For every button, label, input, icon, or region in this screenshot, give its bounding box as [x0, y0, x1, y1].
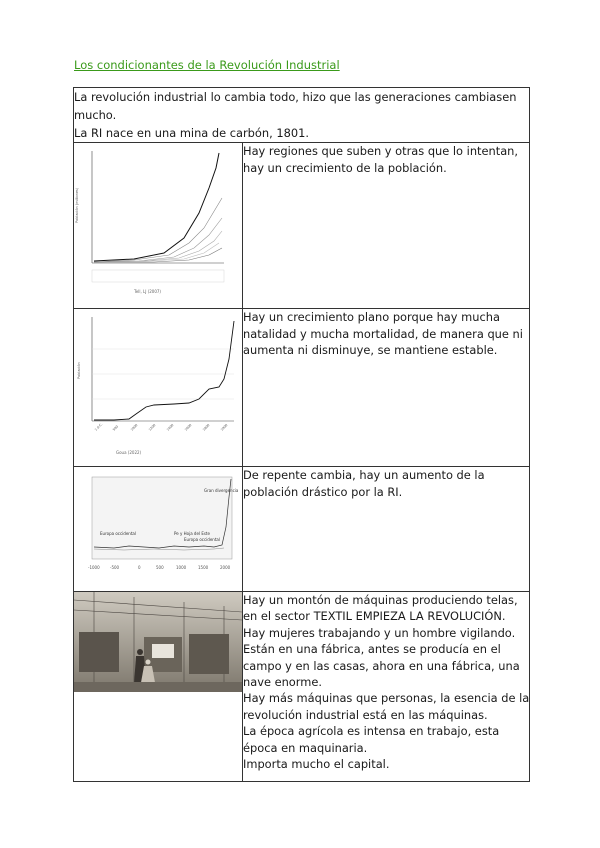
svg-text:Población: Población — [77, 362, 81, 379]
text-line: campo y en las casas, ahora en una fábrica, una — [243, 658, 520, 673]
text-line: Hay un montón de máquinas produciendo telas, — [243, 593, 518, 607]
tick-label: -1000 — [88, 565, 100, 570]
figure-cell-textile-factory — [74, 592, 243, 782]
annotation: Europa occidental — [100, 531, 136, 536]
tick-label: 500 — [156, 565, 164, 570]
intro-cell — [74, 88, 530, 143]
annotation: Gran divergencia — [204, 488, 239, 493]
figure-cell-great-divergence — [74, 467, 243, 592]
text-line: Importa mucho el capital. — [243, 757, 390, 772]
figure-caption: Tell, LJ (2007) — [134, 289, 161, 294]
text-cell — [243, 467, 530, 592]
svg-text:1000: 1000 — [129, 423, 139, 432]
text-line: población drástico por la RI. — [243, 484, 403, 499]
tick-label: 2000 — [220, 565, 231, 570]
text-cell — [243, 592, 530, 782]
text-line: natalidad y mucha mortalidad, de manera que ni — [243, 326, 523, 341]
annotation: Europa occidental — [184, 537, 220, 542]
text-line: en el sector TEXTIL EMPIEZA LA REVOLUCIÓN. — [243, 609, 506, 624]
population-regions-chart — [74, 143, 242, 299]
svg-text:1400: 1400 — [165, 423, 175, 432]
svg-text:1200: 1200 — [147, 423, 157, 432]
population-growth-chart — [74, 309, 242, 459]
text-line: nave enorme. — [243, 675, 322, 690]
svg-text:1900: 1900 — [219, 423, 229, 432]
text-line: Están en una fábrica, antes se producía en el — [243, 642, 501, 657]
svg-text:Población (millones): Población (millones) — [75, 187, 79, 223]
text-line: hay un crecimiento de la población. — [243, 160, 447, 175]
svg-text:500: 500 — [111, 424, 120, 432]
figure-caption: Goua (2022) — [116, 450, 142, 455]
text-line: revolución industrial está en las máquinas. — [243, 707, 488, 722]
content-table — [73, 87, 530, 782]
great-divergence-chart — [74, 467, 242, 579]
text-line: época en maquinaria. — [243, 740, 368, 755]
svg-text:1600: 1600 — [183, 423, 193, 432]
tick-label: -500 — [110, 565, 120, 570]
intro-line: La RI nace en una mina de carbón, 1801. — [74, 126, 309, 140]
figure-cell-population-regions — [74, 143, 243, 309]
text-line: Hay regiones que suben y otras que lo intentan, — [243, 144, 519, 158]
text-line: aumenta ni disminuye, se mantiene estable. — [243, 343, 498, 357]
text-line: Hay mujeres trabajando y un hombre vigilando. — [243, 625, 516, 640]
annotation: Pe y Hoja del Este — [174, 531, 210, 536]
text-cell — [243, 143, 530, 309]
tick-label: 1000 — [176, 565, 187, 570]
text-line: La época agrícola es intensa en trabajo, esta — [243, 724, 500, 739]
document-title: Los condicionantes de la Revolución Industrial — [74, 58, 340, 72]
tick-label: 1500 — [198, 565, 209, 570]
text-line: Hay un crecimiento plano porque hay mucha — [243, 310, 500, 324]
svg-text:1 d.C.: 1 d.C. — [93, 422, 104, 432]
svg-text:1800: 1800 — [201, 423, 211, 432]
intro-line: La revolución industrial lo cambia todo, hizo que las generaciones cambiasen mucho. — [74, 90, 517, 122]
text-line: De repente cambia, hay un aumento de la — [243, 468, 485, 482]
text-line: Hay más máquinas que personas, la esencia de la — [243, 691, 530, 706]
text-cell — [243, 309, 530, 467]
textile-factory-image — [74, 592, 242, 692]
tick-label: 0 — [138, 565, 141, 570]
figure-cell-population-growth — [74, 309, 243, 467]
